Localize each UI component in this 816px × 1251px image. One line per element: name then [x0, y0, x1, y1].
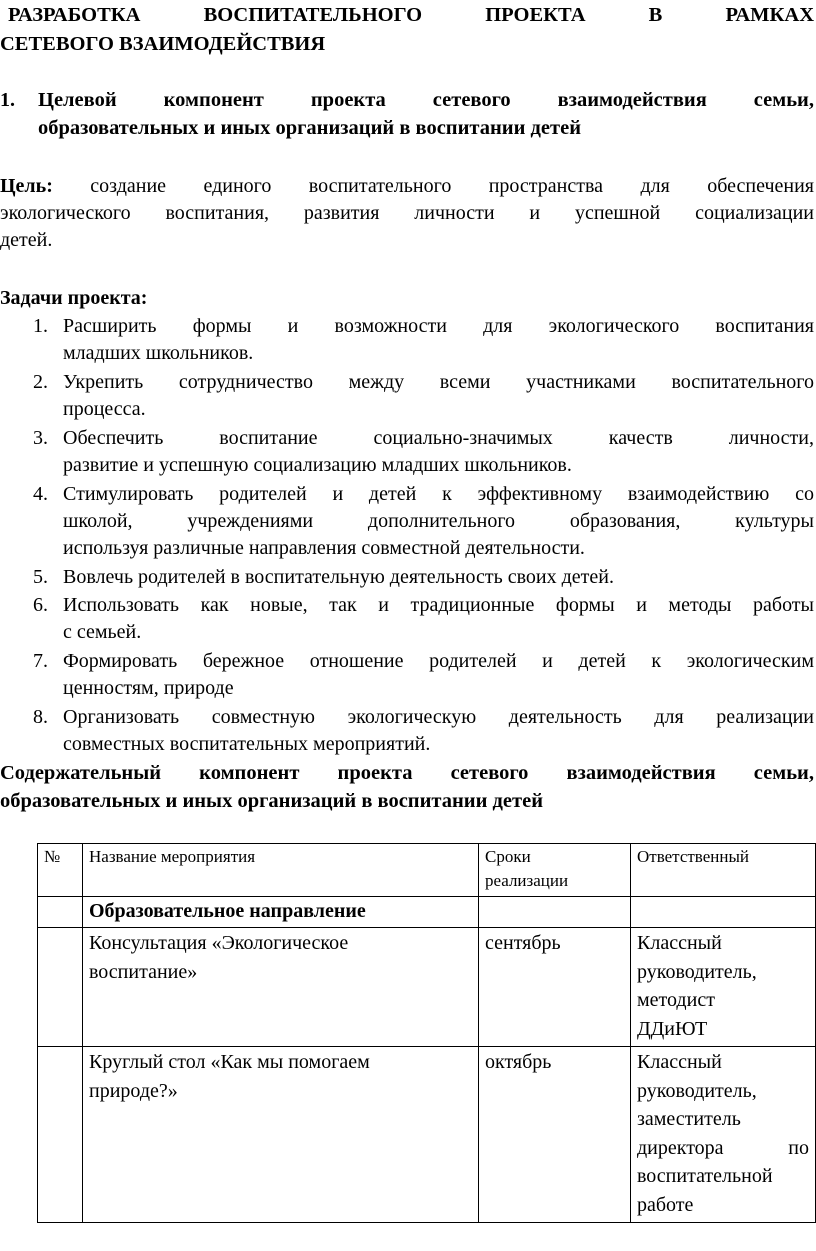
- section-1-number: 1.: [0, 89, 15, 111]
- table-cell: [38, 928, 83, 1047]
- task-item-line: Формировать бережное отношение родителей и детей к экологическим: [63, 650, 814, 672]
- task-item-line: Вовлечь родителей в воспитательную деятельность своих детей.: [63, 566, 614, 588]
- task-number: 2.: [33, 371, 48, 393]
- table-cell: [38, 897, 83, 928]
- event-name-line-2: воспитание»: [89, 960, 198, 983]
- task-item-line: Организовать совместную экологическую деятельность для реализации: [63, 706, 814, 728]
- task-item-line: процесса.: [63, 398, 146, 420]
- responsible-line: Классный: [637, 1051, 722, 1073]
- task-number: 6.: [33, 594, 48, 616]
- tasks-heading: Задачи проекта:: [0, 287, 148, 309]
- task-item-line: Использовать как новые, так и традиционные формы и методы работы: [63, 594, 814, 616]
- header-responsible: Ответственный: [631, 844, 816, 897]
- task-number: 7.: [33, 650, 48, 672]
- responsible-line: директора по: [637, 1136, 809, 1159]
- goal-line-2: экологического воспитания, развития личности и успешной социализации: [0, 202, 814, 224]
- event-name: [83, 928, 479, 1047]
- task-number: 8.: [33, 706, 48, 728]
- event-responsible: [631, 1047, 816, 1223]
- task-item-line: с семьей.: [63, 621, 142, 643]
- task-item-line: школой, учреждениями дополнительного образования, культуры: [63, 510, 814, 532]
- task-item-line: ценностям, природе: [63, 677, 234, 699]
- task-item-line: Обеспечить воспитание социально-значимых качеств личности,: [63, 427, 814, 449]
- task-number: 4.: [33, 483, 48, 505]
- task-number: 5.: [33, 566, 48, 588]
- document-title-line-2: СЕТЕВОГО ВЗАИМОДЕЙСТВИЯ: [0, 33, 326, 55]
- task-number: 3.: [33, 427, 48, 449]
- task-item-line: развитие и успешную социализацию младших школьников.: [63, 454, 572, 476]
- task-item-line: младших школьников.: [63, 342, 254, 364]
- task-item-line: Стимулировать родителей и детей к эффективному взаимодействию со: [63, 483, 814, 505]
- task-item-line: Расширить формы и возможности для экологического воспитания: [63, 315, 814, 337]
- header-timing-line-1: Сроки: [485, 847, 531, 866]
- header-name: Название мероприятия: [83, 844, 479, 897]
- header-timing: [479, 844, 631, 897]
- event-timing: сентябрь: [479, 928, 631, 1047]
- table-row-direction: [38, 897, 816, 928]
- goal-line-3: детей.: [0, 229, 53, 251]
- section-2-heading-line-1: Содержательный компонент проекта сетевого взаимодействия семьи,: [0, 762, 814, 784]
- responsible-line: ДДиЮТ: [637, 1017, 708, 1040]
- event-name-line-1: Круглый стол «Как мы помогаем: [89, 1051, 370, 1073]
- responsible-line: руководитель,: [637, 960, 757, 983]
- responsible-line: заместитель: [637, 1108, 741, 1130]
- task-item-line: Укрепить сотрудничество между всеми участниками воспитательного: [63, 371, 814, 393]
- table-cell: [479, 897, 631, 928]
- events-table: [37, 843, 816, 1223]
- goal-text-1: создание единого воспитательного пространства для обеспечения: [90, 175, 814, 197]
- task-item-line: используя различные направления совместной деятельности.: [63, 537, 585, 559]
- section-1-heading-line-2: образовательных и иных организаций в воспитании детей: [38, 117, 581, 139]
- table-header-row: [38, 844, 816, 897]
- document-title-line-1: РАЗРАБОТКА ВОСПИТАТЕЛЬНОГО ПРОЕКТА В РАМКАХ: [8, 4, 814, 26]
- responsible-line: воспитательной: [637, 1165, 773, 1187]
- responsible-line: работе: [637, 1193, 694, 1216]
- event-responsible: [631, 928, 816, 1047]
- section-2-heading-line-2: образовательных и иных организаций в воспитании детей: [0, 790, 543, 812]
- responsible-line: Классный: [637, 932, 722, 954]
- event-name: [83, 1047, 479, 1223]
- section-1-heading-line-1: Целевой компонент проекта сетевого взаимодействия семьи,: [38, 89, 814, 111]
- task-item-line: совместных воспитательных мероприятий.: [63, 733, 431, 755]
- goal-line-1: [0, 173, 814, 200]
- event-name-line-2: природе?»: [89, 1079, 178, 1102]
- table-cell: [38, 1047, 83, 1223]
- header-timing-line-2: реализации: [485, 871, 569, 890]
- goal-label: Цель:: [0, 175, 53, 197]
- table-row: [38, 928, 816, 1047]
- task-number: 1.: [33, 315, 48, 337]
- event-name-line-1: Консультация «Экологическое: [89, 932, 349, 954]
- event-timing: октябрь: [479, 1047, 631, 1223]
- table-cell: [631, 897, 816, 928]
- responsible-line: руководитель,: [637, 1079, 757, 1102]
- direction-title: Образовательное направление: [83, 897, 479, 928]
- table-row: [38, 1047, 816, 1223]
- header-number: №: [38, 844, 83, 897]
- responsible-line: методист: [637, 989, 715, 1011]
